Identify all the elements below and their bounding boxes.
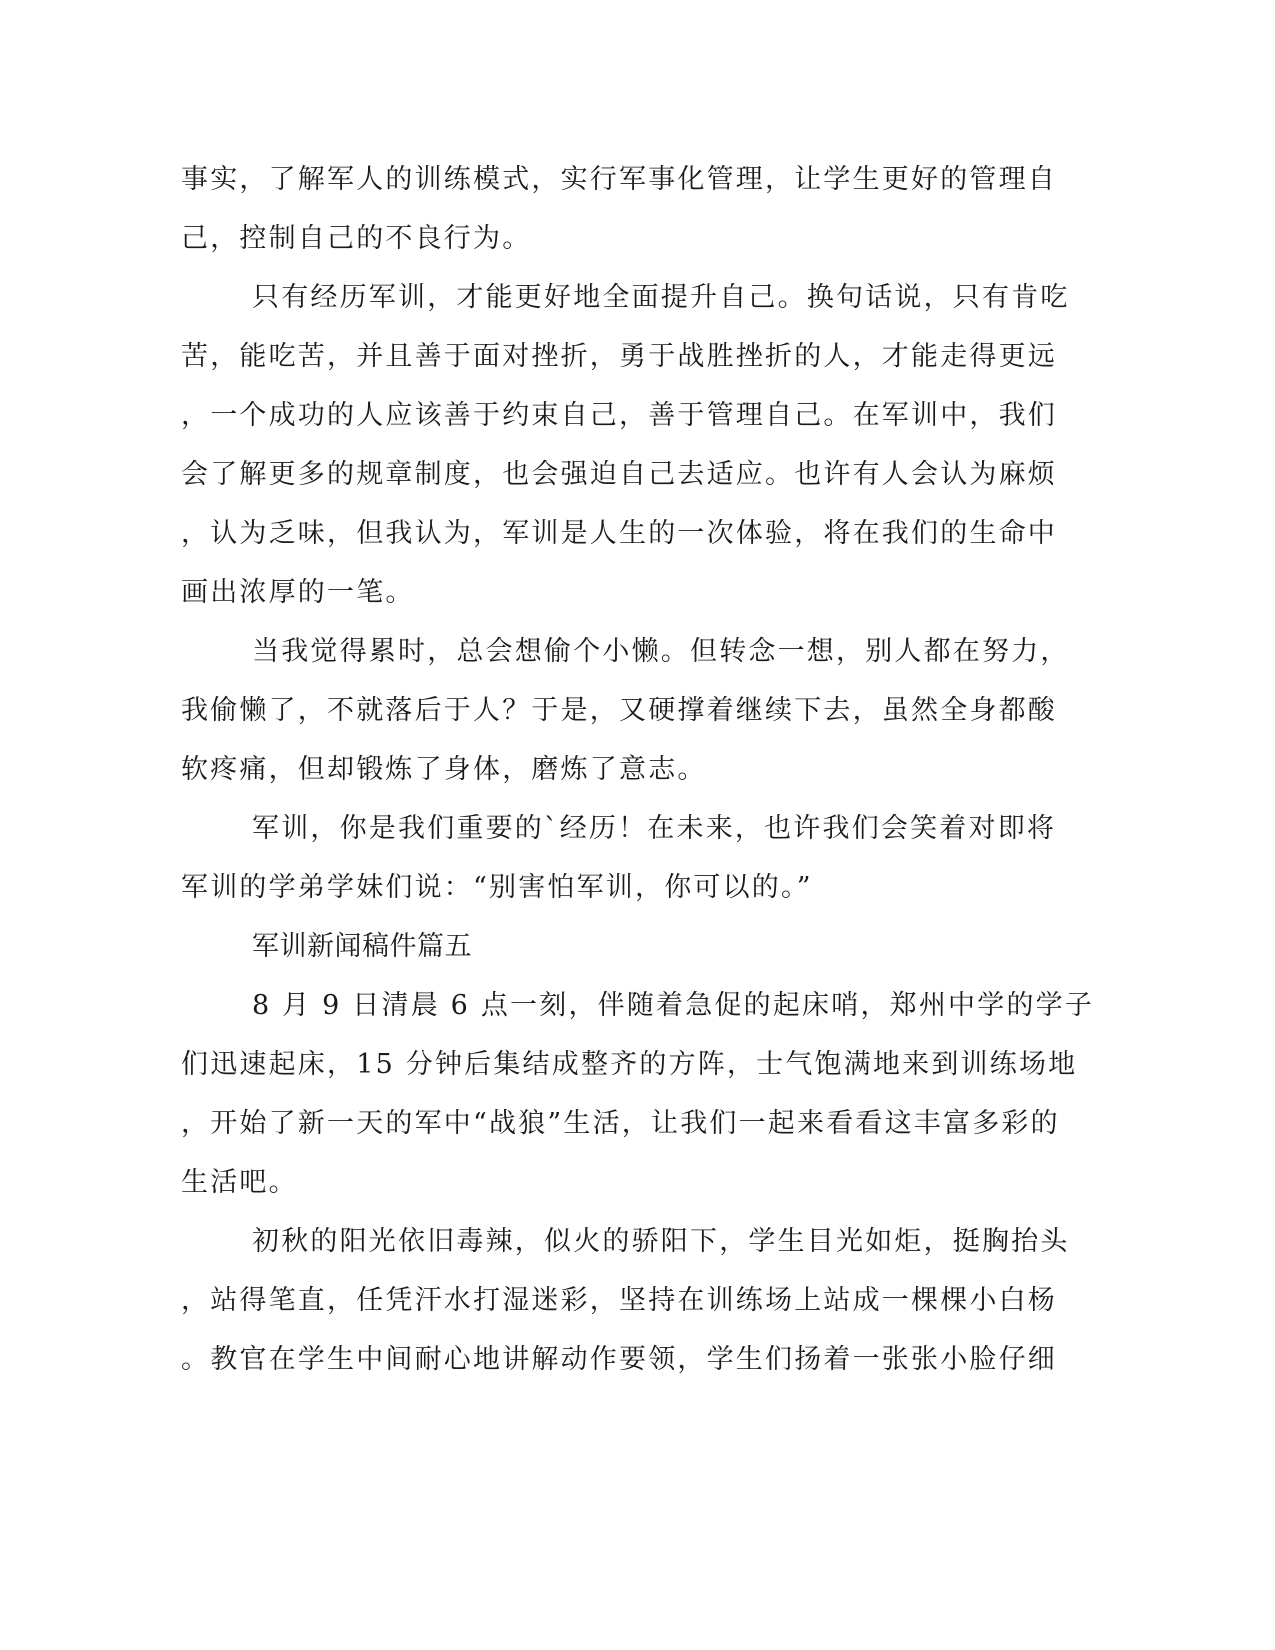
text-line: 军训的学弟学妹们说：“别害怕军训，你可以的。” [181, 872, 813, 903]
text-line: 软疼痛，但却锻炼了身体，磨炼了意志。 [181, 754, 707, 785]
text-line: ，站得笔直，任凭汗水打湿迷彩，坚持在训练场上站成一棵棵小白杨 [181, 1285, 1057, 1316]
text-line: ，开始了新一天的军中“战狼”生活，让我们一起来看看这丰富多彩的 [181, 1108, 1060, 1139]
text-line: 苦，能吃苦，并且善于面对挫折，勇于战胜挫折的人，才能走得更远 [181, 341, 1057, 372]
text-line: 。教官在学生中间耐心地讲解动作要领，学生们扬着一张张小脸仔细 [181, 1344, 1057, 1375]
text-line: 们迅速起床，15 分钟后集结成整齐的方阵，士气饱满地来到训练场地 [181, 1049, 1078, 1080]
text-line: 只有经历军训，才能更好地全面提升自己。换句话说，只有肯吃 [252, 282, 1070, 313]
text-line: 军训，你是我们重要的`经历！在未来，也许我们会笑着对即将 [252, 813, 1057, 844]
text-line: 画出浓厚的一笔。 [181, 577, 415, 608]
text-line: 生活吧。 [181, 1167, 298, 1198]
text-line: 己，控制自己的不良行为。 [181, 223, 532, 254]
section-heading: 军训新闻稿件篇五 [252, 931, 472, 962]
text-line: ，一个成功的人应该善于约束自己，善于管理自己。在军训中，我们 [181, 400, 1057, 431]
text-line: 8 月 9 日清晨 6 点一刻，伴随着急促的起床哨，郑州中学的学子 [252, 990, 1095, 1021]
text-line: 当我觉得累时，总会想偷个小懒。但转念一想，别人都在努力， [252, 636, 1070, 667]
text-line: 我偷懒了，不就落后于人？于是，又硬撑着继续下去，虽然全身都酸 [181, 695, 1057, 726]
text-line: 事实，了解军人的训练模式，实行军事化管理，让学生更好的管理自 [181, 164, 1057, 195]
text-line: 初秋的阳光依旧毒辣，似火的骄阳下，学生目光如炬，挺胸抬头 [252, 1226, 1070, 1257]
text-line: ，认为乏味，但我认为，军训是人生的一次体验，将在我们的生命中 [181, 518, 1057, 549]
text-line: 会了解更多的规章制度，也会强迫自己去适应。也许有人会认为麻烦 [181, 459, 1057, 490]
